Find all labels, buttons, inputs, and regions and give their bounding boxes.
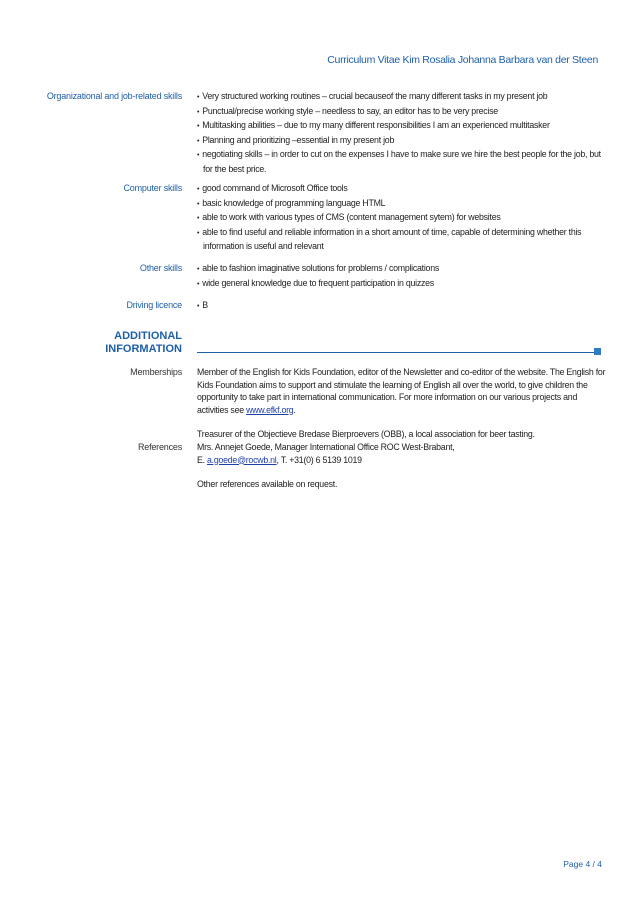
additional-information-heading (40, 330, 182, 356)
section-divider (197, 352, 595, 353)
list-item: • able to fashion imaginative solutions for problems / complications (197, 262, 607, 277)
reference-phone: , T. +31(0) 6 5139 1019 (276, 454, 362, 465)
reference-email-link[interactable]: a.goede@rocwb.nl (207, 454, 277, 465)
heading-line: ADDITIONAL (114, 330, 182, 342)
list-item: • basic knowledge of programming language HTML (197, 197, 607, 212)
list-item: • B (197, 299, 607, 314)
list-item: • wide general knowledge due to frequent participation in quizzes (197, 277, 607, 292)
list-item: • Planning and prioritizing –essential in my present job (197, 134, 607, 149)
reference-name: Mrs. Annejet Goede, Manager International Office ROC West-Brabant, (197, 442, 455, 452)
memberships-content (197, 366, 607, 453)
efkf-website-link[interactable]: www.efkf.org (246, 404, 294, 415)
memberships-text-end: . (293, 404, 296, 415)
list-item: • able to work with various types of CMS (content management sytem) for websites (197, 211, 607, 226)
heading-line: INFORMATION (105, 343, 182, 355)
driving-licence-label: Driving licence (126, 300, 182, 310)
obb-paragraph: Treasurer of the Objectieve Bredase Bierproevers (OBB), a local association for beer tasting. (197, 429, 535, 440)
references-label: References (137, 442, 182, 452)
list-item: • good command of Microsoft Office tools (197, 182, 607, 197)
organizational-skills-label: Organizational and job-related skills (46, 91, 182, 101)
memberships-text: Member of the English for Kids Foundation, editor of the Newsletter and co-editor of the website. The English for Kids Foundation aims to support and stimulate the learning of English all over the world, to give children the opportunity to take part in international communication. For more information on our various projects and activities see (197, 367, 606, 415)
other-references: Other references available on request. (197, 479, 338, 490)
page-number: Page 4 / 4 (563, 859, 602, 869)
references-content (197, 441, 607, 503)
reference-contact (197, 441, 607, 466)
computer-skills-label: Computer skills (123, 183, 182, 193)
list-item: • Very structured working routines – crucial becauseof the many different tasks in my present job (197, 90, 607, 105)
driving-licence-list (197, 299, 607, 314)
computer-skills-list (197, 182, 607, 253)
list-item: • able to find useful and reliable information in a short amount of time, capable of determining whether this information is useful and relevant (197, 226, 607, 253)
document-header-title: Curriculum Vitae Kim Rosalia Johanna Barbara van der Steen (327, 54, 598, 66)
memberships-label: Memberships (130, 367, 182, 377)
memberships-paragraph (197, 366, 607, 416)
other-skills-label: Other skills (139, 263, 182, 273)
list-item: • Punctual/precise working style – needless to say, an editor has to be very precise (197, 105, 607, 120)
section-marker (594, 348, 601, 355)
list-item: • Multitasking abilities – due to my many different responsibilities I am an experienced multitasker (197, 119, 607, 134)
other-skills-list (197, 262, 607, 291)
email-prefix: E. (197, 454, 208, 465)
list-item: • negotiating skills – in order to cut on the expenses I have to make sure we hire the best people for the job, but for the best price. (197, 148, 607, 175)
organizational-skills-list (197, 90, 607, 176)
